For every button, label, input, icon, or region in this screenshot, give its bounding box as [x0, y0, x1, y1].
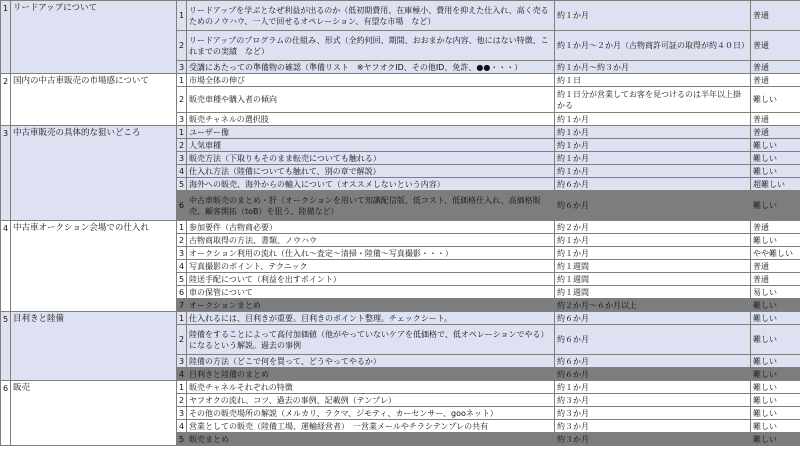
- item-period-cell[interactable]: 約２か月: [555, 221, 751, 234]
- item-number-cell[interactable]: 3: [177, 113, 187, 126]
- item-content-cell[interactable]: 受講にあたっての準備物の確認（準備リスト ※ヤフオクID、その他ID、免許、●●・・・）: [187, 61, 555, 74]
- item-difficulty-cell[interactable]: 難しい: [751, 381, 800, 394]
- item-content-cell[interactable]: 販売チャネルの選択肢: [187, 113, 555, 126]
- item-content-cell[interactable]: 市場全体の伸び: [187, 74, 555, 87]
- item-number-cell[interactable]: 3: [177, 355, 187, 368]
- item-difficulty-cell[interactable]: 普通: [751, 61, 800, 74]
- item-period-cell[interactable]: 約１か月: [555, 381, 751, 394]
- item-number-cell[interactable]: 5: [177, 433, 187, 446]
- item-difficulty-cell[interactable]: 難しい: [751, 165, 800, 178]
- item-difficulty-cell[interactable]: 難しい: [751, 368, 800, 381]
- item-difficulty-cell[interactable]: 普通: [751, 260, 800, 273]
- item-difficulty-cell[interactable]: 普通: [751, 113, 800, 126]
- item-difficulty-cell[interactable]: 易しい: [751, 286, 800, 299]
- item-content-cell[interactable]: 仕入れ方法（陸備についても触れて、別の章で解説）: [187, 165, 555, 178]
- item-number-cell[interactable]: 1: [177, 74, 187, 87]
- item-number-cell[interactable]: 4: [177, 368, 187, 381]
- item-content-cell[interactable]: 古物商取得の方法、書類、ノウハウ: [187, 234, 555, 247]
- item-difficulty-cell[interactable]: 普通: [751, 74, 800, 87]
- table-row: [1, 1, 800, 31]
- item-period-cell[interactable]: 約１か月～２か月（古物商許可証の取得が約４０日）: [555, 31, 751, 61]
- item-difficulty-cell[interactable]: 難しい: [751, 312, 800, 325]
- item-content-cell[interactable]: 販売チャネルそれぞれの特徴: [187, 381, 555, 394]
- item-period-cell[interactable]: 約１週間: [555, 286, 751, 299]
- item-period-cell[interactable]: 約１か月: [555, 247, 751, 260]
- item-period-cell[interactable]: 約６か月: [555, 325, 751, 355]
- item-difficulty-cell[interactable]: 難しい: [751, 394, 800, 407]
- item-period-cell[interactable]: 約１か月: [555, 113, 751, 126]
- item-difficulty-cell[interactable]: やや難しい: [751, 247, 800, 260]
- item-content-cell[interactable]: 中古車販売のまとめ・肝（オークションを用いて知識配信版、低コスト、低価格仕入れ、高価格販売、顧客開拓（toB）を狙う、陸備など）: [187, 191, 555, 221]
- item-content-cell[interactable]: ユーザー像: [187, 126, 555, 139]
- item-content-cell[interactable]: リードアップを学ぶとなぜ利益が出るのか（低初期費用、在庫極小、費用を抑えた仕入れ、高く売るためのノウハウ、一人で回せるオペレーション、有望な市場 など）: [187, 1, 555, 31]
- item-number-cell[interactable]: 1: [177, 221, 187, 234]
- item-number-cell[interactable]: 3: [177, 152, 187, 165]
- item-number-cell[interactable]: 3: [177, 61, 187, 74]
- item-period-cell[interactable]: 約１週間: [555, 260, 751, 273]
- item-content-cell[interactable]: 海外への販売、海外からの輸入について（オススメしないという内容）: [187, 178, 555, 191]
- item-number-cell[interactable]: 2: [177, 325, 187, 355]
- item-period-cell[interactable]: 約１か月: [555, 126, 751, 139]
- item-difficulty-cell[interactable]: 超難しい: [751, 178, 800, 191]
- item-content-cell[interactable]: 人気車種: [187, 139, 555, 152]
- item-content-cell[interactable]: 陸送手配について（利益を出すポイント）: [187, 273, 555, 286]
- item-period-cell[interactable]: 約３か月: [555, 420, 751, 433]
- table-row: [1, 126, 800, 139]
- item-number-cell[interactable]: 2: [177, 394, 187, 407]
- item-difficulty-cell[interactable]: 難しい: [751, 420, 800, 433]
- item-number-cell[interactable]: 3: [177, 247, 187, 260]
- item-content-cell[interactable]: ヤフオクの流れ、コツ、過去の事例、記載例（テンプレ）: [187, 394, 555, 407]
- section-title-cell[interactable]: 国内の中古車販売の市場感について: [11, 74, 177, 126]
- item-content-cell[interactable]: その他の販売場所の解説（メルカリ、ラクマ、ジモティ、カーセンサー、gooネット）: [187, 407, 555, 420]
- item-period-cell[interactable]: 約６か月: [555, 312, 751, 325]
- item-difficulty-cell[interactable]: 難しい: [751, 325, 800, 355]
- item-difficulty-cell[interactable]: 普通: [751, 31, 800, 61]
- item-difficulty-cell[interactable]: 普通: [751, 221, 800, 234]
- item-difficulty-cell[interactable]: 難しい: [751, 407, 800, 420]
- item-period-cell[interactable]: 約６か月: [555, 355, 751, 368]
- item-content-cell[interactable]: 販売方法（下取りもそのまま転売についても触れる）: [187, 152, 555, 165]
- section-number-cell[interactable]: 4: [1, 221, 11, 312]
- table-row: [1, 221, 800, 234]
- item-number-cell[interactable]: 6: [177, 286, 187, 299]
- item-number-cell[interactable]: 6: [177, 191, 187, 221]
- item-period-cell[interactable]: 約６か月: [555, 191, 751, 221]
- item-number-cell[interactable]: 1: [177, 126, 187, 139]
- item-difficulty-cell[interactable]: 難しい: [751, 139, 800, 152]
- item-difficulty-cell[interactable]: 難しい: [751, 234, 800, 247]
- item-period-cell[interactable]: 約１か月: [555, 152, 751, 165]
- item-period-cell[interactable]: 約２か月～６か月以上: [555, 299, 751, 312]
- item-number-cell[interactable]: 5: [177, 273, 187, 286]
- section-number-cell[interactable]: 6: [1, 381, 11, 446]
- item-content-cell[interactable]: 販売車種や購入者の傾向: [187, 87, 555, 113]
- item-number-cell[interactable]: 1: [177, 381, 187, 394]
- item-difficulty-cell[interactable]: 難しい: [751, 87, 800, 113]
- item-difficulty-cell[interactable]: 難しい: [751, 299, 800, 312]
- item-period-cell[interactable]: 約１日: [555, 74, 751, 87]
- item-period-cell[interactable]: 約６か月: [555, 368, 751, 381]
- section-number-cell[interactable]: 2: [1, 74, 11, 126]
- item-period-cell[interactable]: 約６か月: [555, 178, 751, 191]
- item-period-cell[interactable]: 約３か月: [555, 394, 751, 407]
- item-content-cell[interactable]: 写真撮影のポイント、テクニック: [187, 260, 555, 273]
- item-difficulty-cell[interactable]: 難しい: [751, 191, 800, 221]
- table-row: [1, 312, 800, 325]
- item-content-cell[interactable]: 参加要件（古物商必要）: [187, 221, 555, 234]
- item-number-cell[interactable]: 4: [177, 165, 187, 178]
- item-content-cell[interactable]: 目利きと陸備のまとめ: [187, 368, 555, 381]
- item-number-cell[interactable]: 5: [177, 178, 187, 191]
- item-content-cell[interactable]: 仕入れるには、目利きが重要。目利きのポイント整理。チェックシート。: [187, 312, 555, 325]
- item-content-cell[interactable]: オークションまとめ: [187, 299, 555, 312]
- section-number-cell[interactable]: 5: [1, 312, 11, 381]
- item-content-cell[interactable]: 販売まとめ: [187, 433, 555, 446]
- section-title-cell[interactable]: 販売: [11, 381, 177, 446]
- item-number-cell[interactable]: 4: [177, 420, 187, 433]
- item-content-cell[interactable]: リードアップのプログラムの仕組み、形式（全約何回、期間、おおまかな内容、他にはない特徴、これまでの実績 など）: [187, 31, 555, 61]
- item-number-cell[interactable]: 2: [177, 139, 187, 152]
- table-row: [1, 74, 800, 87]
- item-period-cell[interactable]: 約１か月: [555, 139, 751, 152]
- item-period-cell[interactable]: 約１週間: [555, 273, 751, 286]
- section-number-cell[interactable]: 3: [1, 126, 11, 221]
- section-title-cell[interactable]: 中古車オークション会場での仕入れ: [11, 221, 177, 312]
- item-period-cell[interactable]: 約１か月: [555, 1, 751, 31]
- item-number-cell[interactable]: 1: [177, 1, 187, 31]
- item-content-cell[interactable]: 陸備の方法（どこで何を買って、どうやってやるか）: [187, 355, 555, 368]
- item-number-cell[interactable]: 3: [177, 407, 187, 420]
- item-difficulty-cell[interactable]: 難しい: [751, 355, 800, 368]
- section-number-cell[interactable]: 1: [1, 1, 11, 74]
- item-number-cell[interactable]: 2: [177, 87, 187, 113]
- item-period-cell[interactable]: 約１日分が営業してお客を見つけるのは半年以上掛かる: [555, 87, 751, 113]
- item-number-cell[interactable]: 2: [177, 31, 187, 61]
- item-difficulty-cell[interactable]: 難しい: [751, 152, 800, 165]
- item-content-cell[interactable]: 陸備をすることによって高付加価値（他がやっていないケアを低価格で、低オペレーションでやる）になるという解説。過去の事例: [187, 325, 555, 355]
- item-difficulty-cell[interactable]: 普通: [751, 273, 800, 286]
- item-content-cell[interactable]: 車の保管について: [187, 286, 555, 299]
- item-number-cell[interactable]: 4: [177, 260, 187, 273]
- item-period-cell[interactable]: 約３か月: [555, 407, 751, 420]
- section-title-cell[interactable]: リードアップについて: [11, 1, 177, 74]
- item-period-cell[interactable]: 約３か月: [555, 433, 751, 446]
- item-number-cell[interactable]: 7: [177, 299, 187, 312]
- item-content-cell[interactable]: 営業としての販売（陸備工場、運輸経営者） 一営業メールやチラシテンプレの共有: [187, 420, 555, 433]
- item-number-cell[interactable]: 2: [177, 234, 187, 247]
- table-row: [1, 381, 800, 394]
- item-period-cell[interactable]: 約１か月: [555, 234, 751, 247]
- item-period-cell[interactable]: 約１か月: [555, 165, 751, 178]
- item-number-cell[interactable]: 1: [177, 312, 187, 325]
- section-title-cell[interactable]: 中古車販売の具体的な狙いどころ: [11, 126, 177, 221]
- table-body: [1, 1, 800, 446]
- section-title-cell[interactable]: 目利きと陸備: [11, 312, 177, 381]
- bottom-edge: [0, 458, 800, 462]
- item-difficulty-cell[interactable]: 普通: [751, 126, 800, 139]
- item-difficulty-cell[interactable]: 難しい: [751, 433, 800, 446]
- item-content-cell[interactable]: オークション利用の流れ（仕入れ～査定～清掃・陸備～写真撮影・・・）: [187, 247, 555, 260]
- item-difficulty-cell[interactable]: 普通: [751, 1, 800, 31]
- item-period-cell[interactable]: 約１か月～約３か月: [555, 61, 751, 74]
